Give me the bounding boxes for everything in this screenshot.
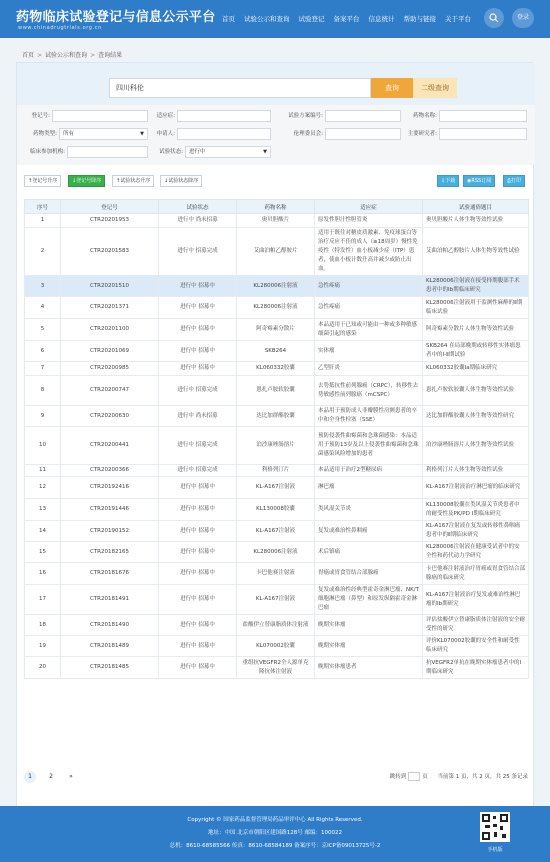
- jump-suffix: 页: [422, 774, 428, 780]
- cell-drug: KL060332胶囊: [237, 362, 315, 376]
- cell-index: 18: [25, 615, 61, 636]
- table-row[interactable]: [25, 563, 529, 585]
- drug-type-label: 药物类型:: [33, 131, 57, 137]
- pi-input[interactable]: [439, 128, 527, 140]
- cell-index: 7: [25, 362, 61, 376]
- cell-title: KL130008胶囊在类风湿关节炎患者中的耐受性及PK/PD Ⅰ期临床研究: [423, 499, 529, 521]
- cell-reg-no[interactable]: CTR20200747: [61, 376, 159, 406]
- ethics-input[interactable]: [325, 128, 401, 140]
- cell-indication: 晚期实体瘤: [315, 636, 423, 657]
- cell-reg-no[interactable]: CTR20201583: [61, 228, 159, 276]
- cell-title: KL-A167注射液治疗复发或难治性淋巴瘤的Ⅰb期研究: [423, 585, 529, 615]
- plan-no-label: 试验方案编号:: [288, 113, 323, 119]
- cell-indication: 本品用于预防成人非瓣膜性房颤患者的卒中和全身性栓塞（SSE）: [315, 406, 423, 427]
- print-label: 打印: [511, 178, 522, 184]
- printer-icon: ⎙: [507, 178, 512, 184]
- jump-page-input[interactable]: [408, 772, 420, 781]
- cell-title: 利格列汀片人体生物等效性试验: [423, 465, 529, 477]
- download-label: 下载: [445, 178, 456, 184]
- cell-title: 泊沙康唑肠溶片人体生物等效性试验: [423, 427, 529, 465]
- filter-form: [17, 105, 535, 165]
- cell-drug: KL280006注射液: [237, 276, 315, 297]
- table-row[interactable]: [25, 276, 529, 297]
- cell-indication: 急性疼痛: [315, 276, 423, 297]
- query-button[interactable]: 查询: [371, 78, 413, 98]
- cell-status: 进行中 招募完成: [159, 228, 237, 276]
- cell-status: 进行中 招募中: [159, 585, 237, 615]
- advanced-query-button[interactable]: 二级查询: [413, 78, 457, 98]
- table-header-row: [25, 200, 529, 214]
- cell-drug: 利格列汀片: [237, 465, 315, 477]
- cell-status: 进行中 招募中: [159, 521, 237, 542]
- cell-drug: 恩扎卢胺软胶囊: [237, 376, 315, 406]
- cell-drug: KL-A167注射液: [237, 477, 315, 499]
- cell-reg-no[interactable]: CTR20191446: [61, 499, 159, 521]
- table-row[interactable]: [25, 297, 529, 319]
- site-label: 临床参加机构:: [30, 149, 65, 155]
- site-url: www.chinadrugtrials.org.cn: [18, 25, 102, 31]
- breadcrumb-current: 查询结果: [98, 52, 123, 59]
- drug-name-input[interactable]: [439, 110, 527, 122]
- cell-status: 进行中 招募中: [159, 657, 237, 679]
- table-row[interactable]: [25, 542, 529, 563]
- site-header: [0, 0, 550, 38]
- cell-indication: 实体瘤: [315, 341, 423, 362]
- table-row[interactable]: [25, 657, 529, 679]
- print-button[interactable]: [503, 175, 525, 187]
- cell-status: 进行中 招募中: [159, 319, 237, 341]
- cell-status: 进行中 招募中: [159, 276, 237, 297]
- table-row[interactable]: [25, 406, 529, 427]
- cell-reg-no[interactable]: CTR20200366: [61, 465, 159, 477]
- cell-status: 进行中 尚未招募: [159, 214, 237, 228]
- status-label: 试验状态:: [159, 149, 183, 155]
- cell-index: 1: [25, 214, 61, 228]
- cell-title: 艾曲泊帕乙醇胺片人体生物等效性试验: [423, 228, 529, 276]
- cell-drug: KL070002胶囊: [237, 636, 315, 657]
- sort-status-asc-button[interactable]: ↑试验状态升序: [112, 175, 154, 187]
- cell-index: 6: [25, 341, 61, 362]
- cell-title: 评估盐酸伊立替康脂质体注射液的安全耐受性的研究: [423, 615, 529, 636]
- chevron-down-icon: ▼: [263, 149, 267, 155]
- table-row[interactable]: [25, 521, 529, 542]
- cell-drug: 卡巴他赛注射液: [237, 563, 315, 585]
- chevron-down-icon: ▼: [140, 131, 144, 137]
- drug-type-select[interactable]: [59, 128, 148, 140]
- cell-title: KL060332胶囊Ⅰa期临床研究: [423, 362, 529, 376]
- cell-indication: 复发或难治性鼻咽癌: [315, 521, 423, 542]
- sort-reg-desc-button[interactable]: ↓登记号降序: [68, 175, 105, 187]
- breadcrumb-trial-query[interactable]: 试验公示和查询: [45, 52, 88, 59]
- cell-indication: 乙型肝炎: [315, 362, 423, 376]
- search-icon: [489, 13, 499, 23]
- cell-drug: 奥贝胆酸片: [237, 214, 315, 228]
- site-logo[interactable]: 药物临床试验登记与信息公示平台: [16, 10, 216, 25]
- cell-status: 进行中 招募中: [159, 499, 237, 521]
- next-page-link[interactable]: »: [69, 773, 73, 780]
- table-row[interactable]: [25, 376, 529, 406]
- table-row[interactable]: [25, 636, 529, 657]
- cell-status: 进行中 招募完成: [159, 465, 237, 477]
- cell-title: 奥贝胆酸片人体生物等效性试验: [423, 214, 529, 228]
- cell-reg-no[interactable]: CTR20181489: [61, 636, 159, 657]
- rss-label: RSS订阅: [471, 178, 492, 184]
- cell-index: 16: [25, 563, 61, 585]
- indication-label: 适应症:: [156, 113, 175, 119]
- cell-status: 进行中 招募中: [159, 636, 237, 657]
- plan-no-input[interactable]: [325, 110, 401, 122]
- cell-index: 3: [25, 276, 61, 297]
- cell-reg-no[interactable]: CTR20192416: [61, 477, 159, 499]
- site-footer: [0, 806, 550, 862]
- cell-title: KL280006注射液在健康受试者中的安全性和药代动力学研究: [423, 542, 529, 563]
- cell-drug: 泊沙康唑肠溶片: [237, 427, 315, 465]
- cell-reg-no[interactable]: CTR20182165: [61, 542, 159, 563]
- table-row[interactable]: [25, 214, 529, 228]
- cell-indication: 类风湿关节炎: [315, 499, 423, 521]
- col-header-status: 试验状态: [159, 200, 237, 214]
- login-button[interactable]: 登录: [512, 8, 534, 28]
- cell-index: 13: [25, 499, 61, 521]
- pager-summary: [390, 771, 528, 783]
- cell-title: KL-A167注射液治疗淋巴瘤的临床研究: [423, 477, 529, 499]
- cell-reg-no[interactable]: CTR20190152: [61, 521, 159, 542]
- status-value: 进行中: [189, 149, 206, 155]
- cell-drug: KL-A167注射液: [237, 585, 315, 615]
- cell-indication: 预防侵袭性曲霉菌和念珠菌感染：本品适用于预防13岁及以上侵袭性曲霉菌和念珠菌感染风险增加的患者: [315, 427, 423, 465]
- cell-index: 10: [25, 427, 61, 465]
- cell-reg-no[interactable]: CTR20200441: [61, 427, 159, 465]
- cell-indication: 术后镇痛: [315, 542, 423, 563]
- cell-drug: KL-A167注射液: [237, 521, 315, 542]
- cell-status: 进行中 尚未招募: [159, 406, 237, 427]
- nav-about[interactable]: 关于平台: [445, 15, 471, 23]
- cell-drug: SKB264: [237, 341, 315, 362]
- breadcrumb-home[interactable]: 首页: [22, 52, 35, 59]
- table-row[interactable]: [25, 228, 529, 276]
- cell-status: 进行中 招募中: [159, 477, 237, 499]
- cell-title: 抗VEGFR2单抗在晚期实体瘤患者中的Ⅰ期临床研究: [423, 657, 529, 679]
- table-row[interactable]: [25, 615, 529, 636]
- drug-name-label: 药物名称:: [413, 113, 437, 119]
- cell-index: 19: [25, 636, 61, 657]
- cell-drug: KL280006注射液: [237, 297, 315, 319]
- cell-reg-no[interactable]: CTR20201510: [61, 276, 159, 297]
- applicant-label: 申请人:: [156, 131, 175, 137]
- nav-home[interactable]: 首页: [222, 15, 235, 23]
- cell-title: 达比加群酯胶囊人体生物等效性研究: [423, 406, 529, 427]
- cell-index: 8: [25, 376, 61, 406]
- cell-index: 4: [25, 297, 61, 319]
- cell-reg-no[interactable]: CTR20181491: [61, 585, 159, 615]
- cell-drug: 达比加群酯胶囊: [237, 406, 315, 427]
- indication-input[interactable]: [177, 110, 271, 122]
- cell-reg-no[interactable]: CTR20181676: [61, 563, 159, 585]
- nav-help[interactable]: 帮助与链接: [403, 15, 436, 23]
- cell-status: 进行中 招募中: [159, 362, 237, 376]
- cell-indication: 复发或难治性经典型霍奇金淋巴瘤、NK/T细胞淋巴瘤（鼻型）和原发纵隔霍奇金淋巴瘤: [315, 585, 423, 615]
- table-row[interactable]: [25, 319, 529, 341]
- rss-button[interactable]: [463, 175, 495, 187]
- cell-title: 卡巴他赛注射液治疗胃癌或胃食管结合部腺癌的临床研究: [423, 563, 529, 585]
- footer-address: 地址：中国 北京市朝阳区建国路128号 邮编：100022: [208, 830, 342, 836]
- col-header-indication: 适应症: [315, 200, 423, 214]
- cell-reg-no[interactable]: CTR20201953: [61, 214, 159, 228]
- applicant-input[interactable]: [177, 128, 271, 140]
- cell-drug: 盐酸伊立替康脂质体注射液: [237, 615, 315, 636]
- page-2-link[interactable]: 2: [49, 773, 53, 780]
- cell-status: 进行中 招募中: [159, 563, 237, 585]
- table-row[interactable]: [25, 427, 529, 465]
- cell-reg-no[interactable]: CTR20181485: [61, 657, 159, 679]
- page-summary-text: 当前第 1 页，共 2 页，共 25 条记录: [437, 774, 528, 780]
- table-row[interactable]: [25, 341, 529, 362]
- nav-trial-query[interactable]: 试验公示和查询: [244, 15, 290, 23]
- cell-title: SKB264 在局部晚期或转移性实体瘤患者中的Ⅰ-Ⅱ期试验: [423, 341, 529, 362]
- cell-status: 进行中 招募中: [159, 542, 237, 563]
- cell-title: KL-A167注射液在复发或转移性鼻咽癌患者中的Ⅱ期临床研究: [423, 521, 529, 542]
- cell-indication: 本品适用于已知或可能由一种或多种敏感细菌引起的感染: [315, 319, 423, 341]
- status-select[interactable]: [185, 146, 271, 158]
- cell-reg-no[interactable]: CTR20201100: [61, 319, 159, 341]
- pi-label: 主要研究者:: [407, 131, 437, 137]
- reg-no-label: 登记号:: [31, 113, 50, 119]
- cell-index: 2: [25, 228, 61, 276]
- cell-indication: 急性疼痛: [315, 297, 423, 319]
- cell-title: KL280006注射液用于监测性麻醉的Ⅱ期临床试验: [423, 297, 529, 319]
- table-row[interactable]: [25, 362, 529, 376]
- col-header-drug: 药物名称: [237, 200, 315, 214]
- jump-prefix: 跳转到: [389, 774, 407, 780]
- cell-drug: KL280006注射液: [237, 542, 315, 563]
- keyword-input[interactable]: 四川科伦: [109, 78, 371, 98]
- cell-indication: 晚期实体瘤: [315, 615, 423, 636]
- table-row[interactable]: [25, 477, 529, 499]
- page-1-link[interactable]: 1: [24, 771, 36, 783]
- cell-title: 评价KL070002胶囊的安全性和耐受性临床研究: [423, 636, 529, 657]
- results-panel: [16, 62, 534, 837]
- footer-copyright: Copyright © 国家药品监督管理局药品审评中心 All Rights Reserved.: [187, 817, 363, 823]
- header-search-button[interactable]: [484, 8, 504, 28]
- col-header-index: 序号: [25, 200, 61, 214]
- breadcrumb: [22, 50, 122, 59]
- nav-trial-register[interactable]: 试验登记: [298, 15, 325, 23]
- cell-indication: 本品适用于治疗2型糖尿病: [315, 465, 423, 477]
- table-row[interactable]: [25, 465, 529, 477]
- cell-indication: 胃癌或胃食管结合部腺癌: [315, 563, 423, 585]
- cell-status: 进行中 招募完成: [159, 427, 237, 465]
- site-input[interactable]: [67, 146, 148, 158]
- cell-status: 进行中 招募中: [159, 615, 237, 636]
- footer-contact: 总机：8610-68585566 传真：8610-68584189 备案序号：京ICP备09013725号-2: [169, 843, 381, 849]
- cell-reg-no[interactable]: CTR20200630: [61, 406, 159, 427]
- cell-reg-no[interactable]: CTR20201371: [61, 297, 159, 319]
- cell-index: 15: [25, 542, 61, 563]
- drug-type-value: 所有: [63, 131, 75, 137]
- cell-drug: 重组抗VEGFR2全人源单克隆抗体注射液: [237, 657, 315, 679]
- breadcrumb-separator: >: [37, 52, 43, 59]
- cell-index: 14: [25, 521, 61, 542]
- cell-reg-no[interactable]: CTR20201069: [61, 341, 159, 362]
- download-button[interactable]: [437, 175, 459, 187]
- cell-title: KL280006注射液在接受择期腹部手术患者中的Ⅰb期临床研究: [423, 276, 529, 297]
- cell-index: 17: [25, 585, 61, 615]
- cell-status: 进行中 招募完成: [159, 376, 237, 406]
- cell-reg-no[interactable]: CTR20181490: [61, 615, 159, 636]
- cell-index: 5: [25, 319, 61, 341]
- breadcrumb-separator: >: [90, 52, 96, 59]
- cell-index: 12: [25, 477, 61, 499]
- cell-indication: 原发性胆汁性胆管炎: [315, 214, 423, 228]
- nav-statistics[interactable]: 信息统计: [368, 15, 395, 23]
- cell-indication: 去势抵抗性前列腺癌（CRPC），转移性去势敏感性前列腺癌（mCSPC）: [315, 376, 423, 406]
- cell-indication: 晚期实体瘤患者: [315, 657, 423, 679]
- table-row[interactable]: [25, 499, 529, 521]
- cell-drug: 艾曲泊帕乙醇胺片: [237, 228, 315, 276]
- rss-icon: ◉: [467, 178, 472, 184]
- qr-code-icon: [480, 812, 510, 842]
- download-icon: ⇩: [441, 178, 446, 184]
- main-nav: [222, 14, 480, 23]
- cell-title: 恩扎卢胺软胶囊人体生物等效性试验: [423, 376, 529, 406]
- cell-index: 9: [25, 406, 61, 427]
- sort-toolbar: [17, 175, 535, 189]
- cell-title: 阿奇霉素分散片人体生物等效性试验: [423, 319, 529, 341]
- cell-reg-no[interactable]: CTR20200985: [61, 362, 159, 376]
- cell-drug: KL130008胶囊: [237, 499, 315, 521]
- reg-no-input[interactable]: [52, 110, 148, 122]
- nav-filing[interactable]: 备案平台: [333, 15, 360, 23]
- results-table: [24, 199, 529, 679]
- table-row[interactable]: [25, 585, 529, 615]
- cell-indication: 适用于既往对糖皮质激素、免疫球蛋白等治疗反应不佳的成人（≥18周岁）慢性免疫性（特发性）血小板减少症（ITP）患者，使血小板计数升高并减少或防止出血。: [315, 228, 423, 276]
- cell-drug: 阿奇霉素分散片: [237, 319, 315, 341]
- ethics-label: 伦理委员会:: [293, 131, 323, 137]
- pagination: [24, 771, 528, 785]
- cell-index: 11: [25, 465, 61, 477]
- col-header-title: 试验通俗题目: [423, 200, 529, 214]
- cell-indication: 淋巴瘤: [315, 477, 423, 499]
- search-band: [17, 63, 535, 105]
- mobile-version-label: 手机版: [487, 847, 503, 853]
- sort-status-desc-button[interactable]: ↓试验状态降序: [160, 175, 202, 187]
- cell-index: 20: [25, 657, 61, 679]
- cell-status: 进行中 招募中: [159, 297, 237, 319]
- cell-status: 进行中 招募中: [159, 341, 237, 362]
- col-header-reg-no: 登记号: [61, 200, 159, 214]
- sort-reg-asc-button[interactable]: ↑登记号升序: [24, 175, 61, 187]
